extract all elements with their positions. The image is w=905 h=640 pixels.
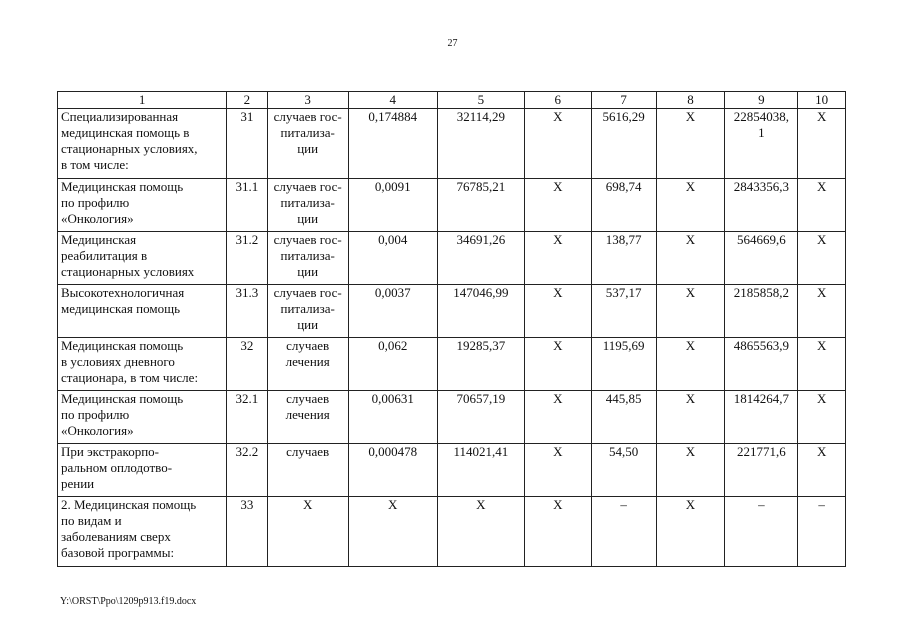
row-label-cell: При экстракорпо- ральном оплодотво- рении	[58, 444, 227, 497]
row-label-cell: Медицинская помощь в условиях дневного стационара, в том числе:	[58, 338, 227, 391]
table-body	[58, 109, 846, 567]
table-cell: Х	[524, 497, 591, 567]
table-row	[58, 338, 846, 391]
row-label-cell: Высокотехнологичная медицинская помощь	[58, 285, 227, 338]
table-cell: Х	[524, 444, 591, 497]
table-cell: 70657,19	[437, 391, 524, 444]
table-cell: 34691,26	[437, 232, 524, 285]
table-cell: 564669,6	[725, 232, 798, 285]
table-cell: 0,00631	[348, 391, 437, 444]
table-cell: 147046,99	[437, 285, 524, 338]
table-cell: случаев гос- питализа- ции	[267, 109, 348, 179]
table-cell: Х	[798, 109, 846, 179]
table-cell: 5616,29	[591, 109, 656, 179]
table-cell: Х	[798, 232, 846, 285]
table-cell: Х	[524, 179, 591, 232]
table-cell: 0,004	[348, 232, 437, 285]
table-cell: Х	[656, 497, 725, 567]
footer-file-path: Y:\ORST\Ppo\1209p913.f19.docx	[60, 596, 197, 607]
table-row	[58, 232, 846, 285]
header-cell: 10	[798, 92, 846, 109]
table-row	[58, 391, 846, 444]
table-row	[58, 444, 846, 497]
table-cell: случаев лечения	[267, 338, 348, 391]
table-cell: 0,0037	[348, 285, 437, 338]
table-cell: 221771,6	[725, 444, 798, 497]
table-row	[58, 285, 846, 338]
table-cell: 22854038, 1	[725, 109, 798, 179]
table-cell: 2185858,2	[725, 285, 798, 338]
header-cell: 2	[227, 92, 268, 109]
table-cell: 537,17	[591, 285, 656, 338]
table-cell: случаев гос- питализа- ции	[267, 179, 348, 232]
table-cell: 1195,69	[591, 338, 656, 391]
table-cell: Х	[656, 285, 725, 338]
table-cell: 32	[227, 338, 268, 391]
table-cell: Х	[524, 109, 591, 179]
table-cell: случаев гос- питализа- ции	[267, 285, 348, 338]
table-cell: 32114,29	[437, 109, 524, 179]
header-cell: 6	[524, 92, 591, 109]
table-cell: Х	[524, 391, 591, 444]
table-cell: Х	[348, 497, 437, 567]
table-cell: Х	[524, 232, 591, 285]
table-cell: 4865563,9	[725, 338, 798, 391]
table-cell: Х	[656, 391, 725, 444]
table-cell: –	[798, 497, 846, 567]
table-cell: 138,77	[591, 232, 656, 285]
table-cell: 32.1	[227, 391, 268, 444]
table-cell: 33	[227, 497, 268, 567]
header-cell: 1	[58, 92, 227, 109]
header-cell: 5	[437, 92, 524, 109]
table-cell: –	[591, 497, 656, 567]
table-cell: 0,0091	[348, 179, 437, 232]
table-cell: случаев гос- питализа- ции	[267, 232, 348, 285]
table-cell: Х	[437, 497, 524, 567]
table-cell: Х	[798, 391, 846, 444]
table-cell: 31.2	[227, 232, 268, 285]
table-cell: Х	[656, 179, 725, 232]
table-cell: 114021,41	[437, 444, 524, 497]
table-cell: 31	[227, 109, 268, 179]
table-row	[58, 109, 846, 179]
row-label-cell: Специализированная медицинская помощь в стационарных условиях, в том числе:	[58, 109, 227, 179]
page-number: 27	[447, 38, 458, 49]
table-cell: 76785,21	[437, 179, 524, 232]
table-cell: Х	[798, 179, 846, 232]
table-cell: случаев лечения	[267, 391, 348, 444]
table-cell: 54,50	[591, 444, 656, 497]
table-cell: Х	[524, 338, 591, 391]
table-row	[58, 179, 846, 232]
data-table	[57, 91, 846, 567]
header-cell: 4	[348, 92, 437, 109]
row-label-cell: Медицинская помощь по профилю «Онкология»	[58, 179, 227, 232]
table-cell: –	[725, 497, 798, 567]
row-label-cell: 2. Медицинская помощь по видам и заболеваниям сверх базовой программы:	[58, 497, 227, 567]
table-cell: 0,000478	[348, 444, 437, 497]
table-cell: Х	[798, 338, 846, 391]
table-cell: случаев	[267, 444, 348, 497]
table-cell: 0,174884	[348, 109, 437, 179]
table-cell: Х	[656, 338, 725, 391]
header-cell: 9	[725, 92, 798, 109]
table-cell: 31.3	[227, 285, 268, 338]
header-cell: 8	[656, 92, 725, 109]
table-cell: 0,062	[348, 338, 437, 391]
table-cell: Х	[267, 497, 348, 567]
row-label-cell: Медицинская помощь по профилю «Онкология»	[58, 391, 227, 444]
row-label-cell: Медицинская реабилитация в стационарных условиях	[58, 232, 227, 285]
table-cell: 32.2	[227, 444, 268, 497]
table-row	[58, 497, 846, 567]
table-cell: Х	[798, 285, 846, 338]
table-cell: Х	[798, 444, 846, 497]
table-cell: Х	[656, 109, 725, 179]
table-cell: 1814264,7	[725, 391, 798, 444]
header-cell: 7	[591, 92, 656, 109]
table-cell: 445,85	[591, 391, 656, 444]
header-cell: 3	[267, 92, 348, 109]
table-cell: Х	[656, 444, 725, 497]
table-cell: Х	[524, 285, 591, 338]
table-cell: 698,74	[591, 179, 656, 232]
table-cell: 2843356,3	[725, 179, 798, 232]
table-cell: 19285,37	[437, 338, 524, 391]
header-row	[58, 92, 846, 109]
table-cell: 31.1	[227, 179, 268, 232]
table-cell: Х	[656, 232, 725, 285]
